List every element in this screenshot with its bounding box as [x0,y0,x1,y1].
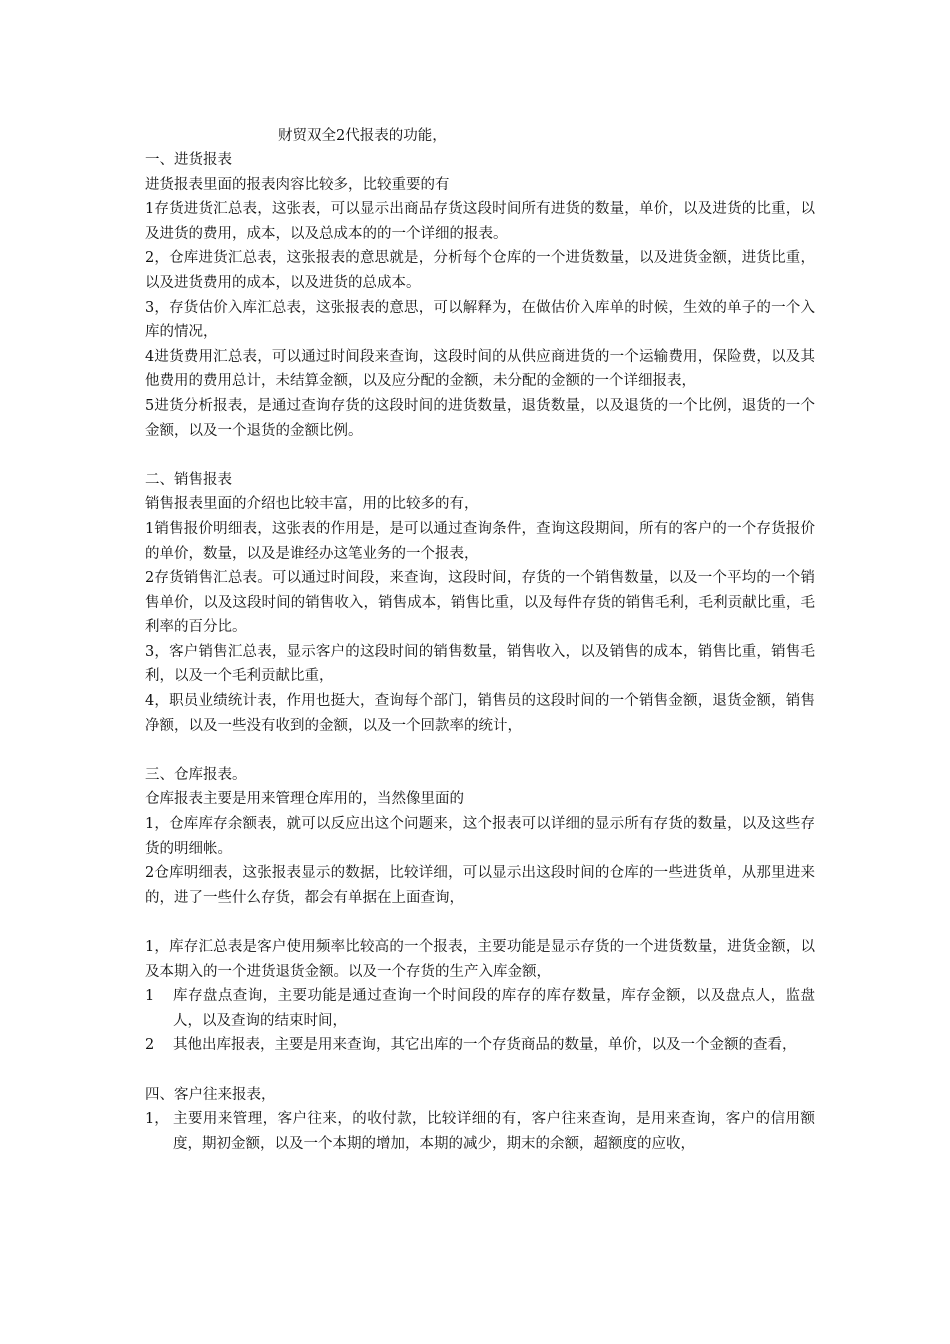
paragraph: 4进货费用汇总表，可以通过时间段来查询，这段时间的从供应商进货的一个运输费用，保险费，以及其他费用的费用总计，未结算金额，以及应分配的金额，未分配的金额的一个详细报表， [145,348,815,390]
blank-line [145,443,815,468]
document-body [145,148,815,1156]
paragraph: 3，客户销售汇总表，显示客户的这段时间的销售数量，销售收入，以及销售的成本，销售比重，销售毛利，以及一个毛利贡献比重， [145,643,815,685]
list-item [145,1033,815,1058]
section-intro: 仓库报表主要是用来管理仓库用的，当然像里面的 [145,791,464,808]
paragraph: 2仓库明细表，这张报表显示的数据，比较详细，可以显示出这段时间的仓库的一些进货单，从那里进来的，进了一些什么存货，都会有单据在上面查询， [145,865,815,906]
section-intro: 进货报表里面的报表肉容比较多，比较重要的有 [145,176,450,193]
list-number: 2 [145,1037,155,1054]
blank-line [145,738,815,763]
section-heading: 一、进货报表 [145,152,232,168]
list-text: 库存盘点查询，主要功能是通过查询一个时间段的库存的库存数量，库存金额，以及盘点人，监盘人，以及查询的结束时间， [173,988,815,1029]
section-heading: 四、客户往来报表， [145,1086,276,1103]
paragraph: 1，仓库库存余额表，就可以反应出这个问题来，这个报表可以详细的显示所有存货的数量，以及这些存货的明细帐。 [145,816,815,857]
paragraph: 2存货销售汇总表。可以通过时间段，来查询，这段时间，存货的一个销售数量，以及一个平均的一个销售单价，以及这段时间的销售收入，销售成本，销售比重，以及每件存货的销售毛利，毛利贡献比重，毛利率的百分比。 [145,570,815,636]
paragraph: 4，职员业绩统计表，作用也挺大，查询每个部门，销售员的这段时间的一个销售金额，退货金额，销售净额，以及一些没有收到的金额，以及一个回款率的统计， [145,693,815,734]
list-number: 1， [145,1111,169,1128]
paragraph: 1，库存汇总表是客户使用频率比较高的一个报表，主要功能是显示存货的一个进货数量，进货金额，以及本期入的一个进货退货金额。以及一个存货的生产入库金额， [145,939,815,980]
list-text: 主要用来管理，客户往来，的收付款，比较详细的有，客户往来查询，是用来查询，客户的信用额度，期初金额，以及一个本期的增加，本期的减少，期末的余额，超额度的应收， [173,1111,815,1152]
paragraph: 1存货进货汇总表，这张表，可以显示出商品存货这段时间所有进货的数量，单价，以及进货的比重，以及进货的费用，成本，以及总成本的的一个详细的报表。 [145,201,815,242]
paragraph: 1销售报价明细表，这张表的作用是，是可以通过查询条件，查询这段期间，所有的客户的一个存货报价的单价，数量，以及是谁经办这笔业务的一个报表， [145,520,815,562]
section-heading: 三、仓库报表。 [145,766,247,783]
document-title: 财贸双全2代报表的功能， [278,128,447,144]
blank-line [145,910,815,935]
list-item [145,1107,815,1156]
section-intro: 销售报表里面的介绍也比较丰富，用的比较多的有， [145,496,479,513]
paragraph: 3，存货估价入库汇总表，这张报表的意思，可以解释为，在做估价入库单的时候，生效的单子的一个入库的情况， [145,299,815,341]
list-item [145,984,815,1033]
blank-line [145,1058,815,1083]
list-text: 其他出库报表，主要是用来查询，其它出库的一个存货商品的数量，单价，以及一个金额的查看， [173,1037,797,1054]
paragraph: 2，仓库进货汇总表，这张报表的意思就是，分析每个仓库的一个进货数量，以及进货金额，进货比重，以及进货费用的成本，以及进货的总成本。 [145,250,815,291]
list-number: 1 [145,988,155,1005]
paragraph: 5进货分析报表，是通过查询存货的这段时间的进货数量，退货数量，以及退货的一个比例，退货的一个金额，以及一个退货的金额比例。 [145,397,815,439]
section-heading: 二、销售报表 [145,471,232,488]
